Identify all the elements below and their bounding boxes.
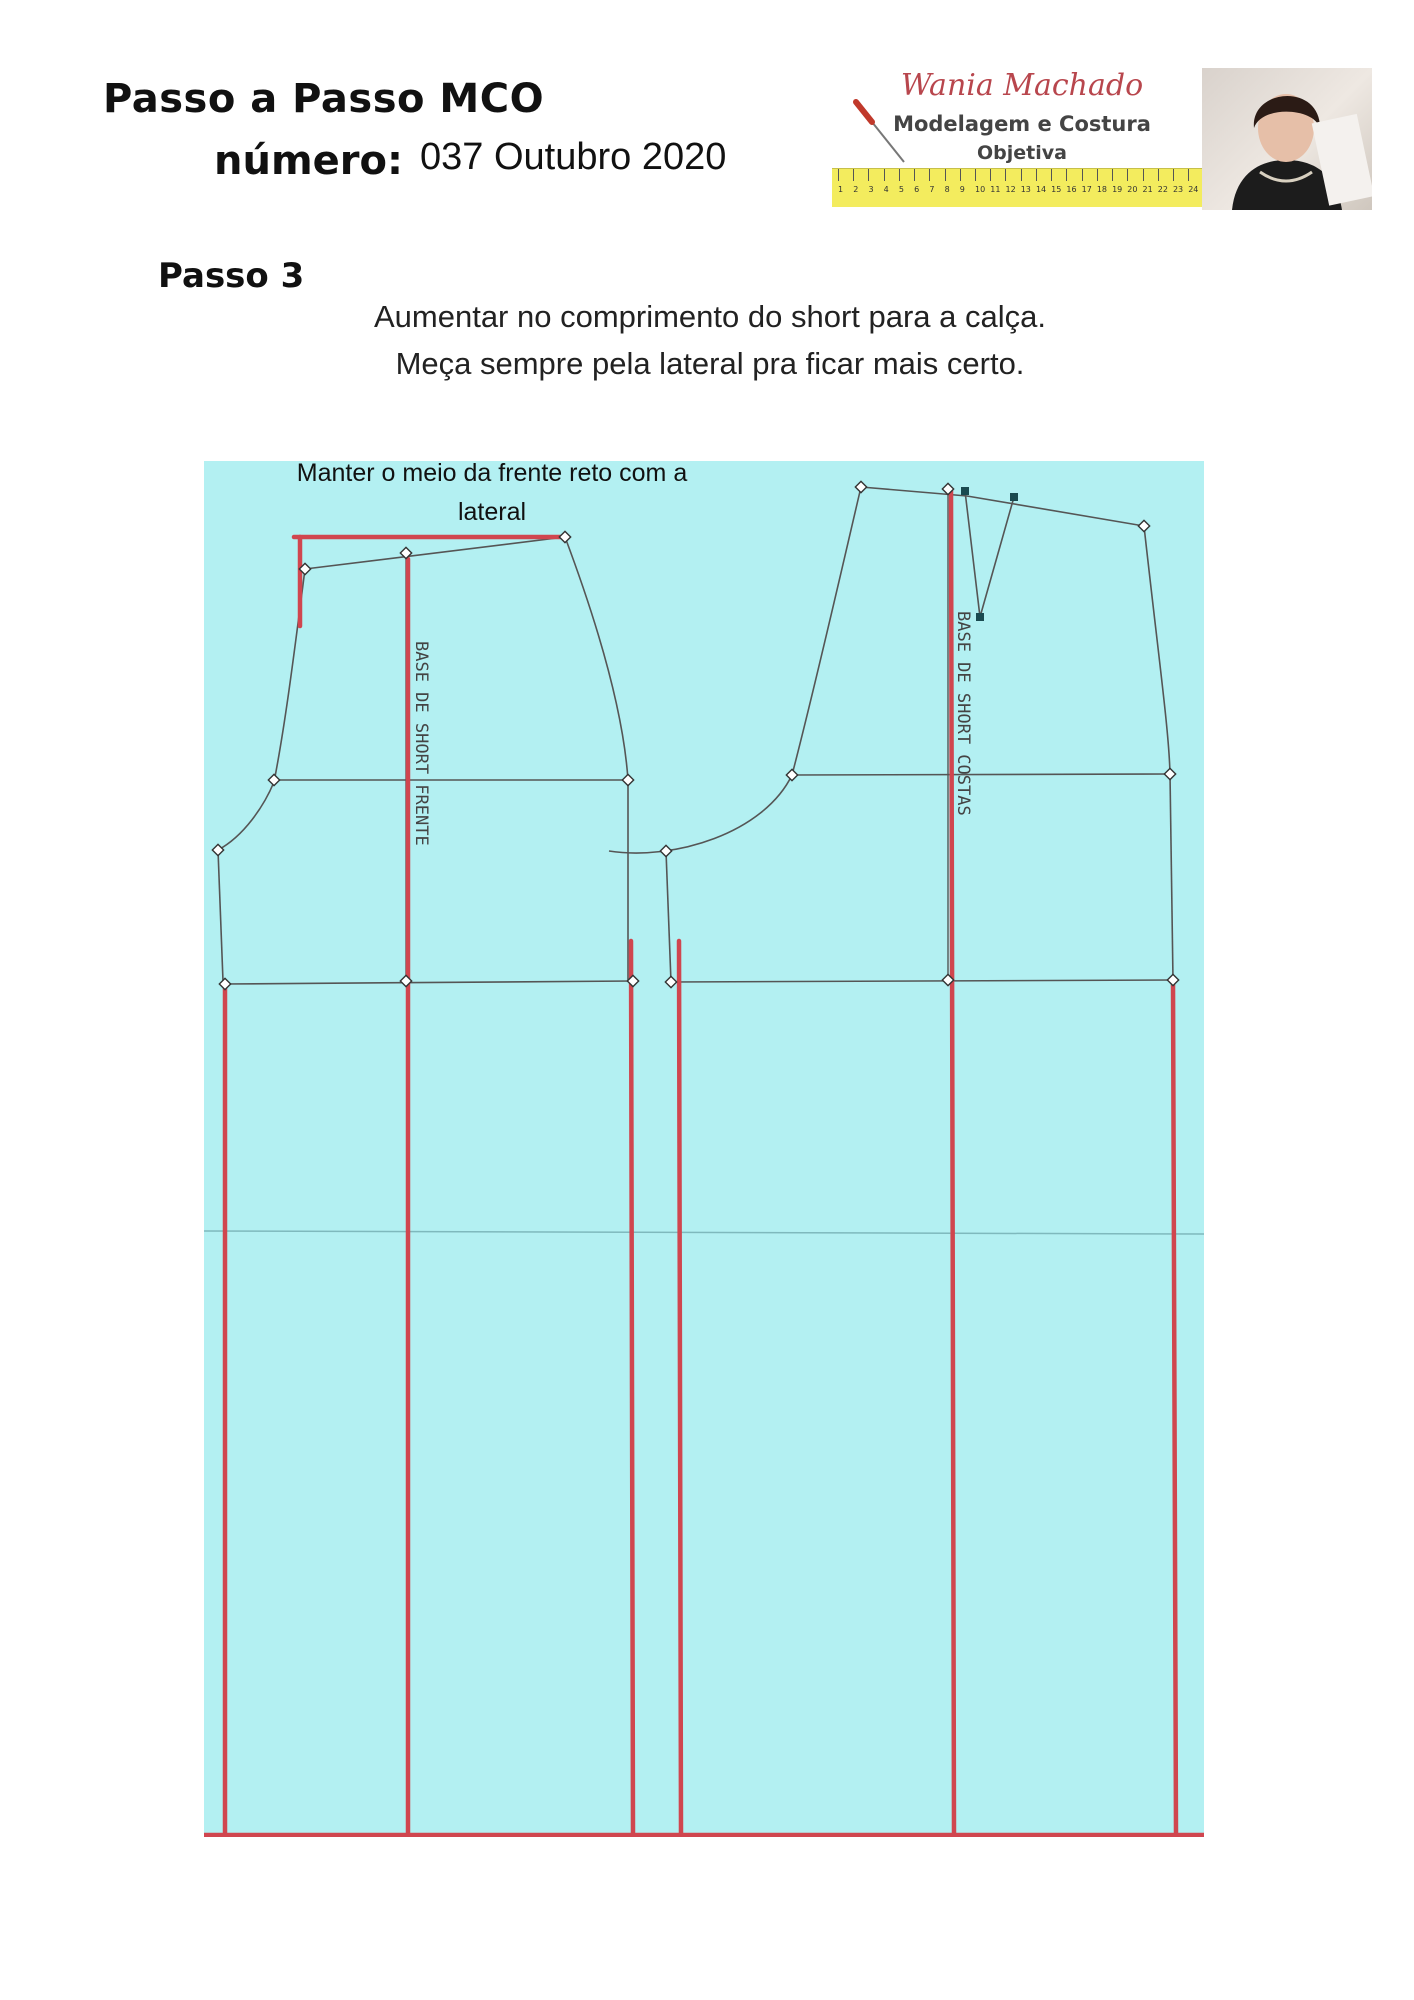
- ruler-tick: [1158, 169, 1159, 181]
- ruler-tick: [838, 169, 839, 181]
- pattern-paper: [204, 461, 1204, 1837]
- ruler-number: 1: [838, 185, 844, 194]
- ruler-tick: [884, 169, 885, 181]
- ruler-tick: [945, 169, 946, 181]
- ruler-number: 4: [883, 185, 889, 194]
- ruler-tick: [1173, 169, 1174, 181]
- ruler-tick: [1143, 169, 1144, 181]
- ruler-number: 20: [1127, 185, 1138, 194]
- ruler-tick: [868, 169, 869, 181]
- ruler-tick: [914, 169, 915, 181]
- ruler-tick: [975, 169, 976, 181]
- ruler-number: 19: [1112, 185, 1123, 194]
- ruler-tick: [1097, 169, 1098, 181]
- ruler-tick: [929, 169, 930, 181]
- pattern-annotation: Manter o meio da frente reto com a lateral: [296, 459, 688, 526]
- ruler-strip: [832, 168, 1204, 207]
- issue-number-label: número:: [214, 138, 403, 184]
- logo-line-1: Modelagem e Costura: [893, 112, 1151, 136]
- ruler-tick: [1082, 169, 1083, 181]
- back-inseam-red-line: [679, 941, 681, 1835]
- author-photo: [1202, 68, 1372, 210]
- instruction-line-1: Aumentar no comprimento do short para a calça.: [373, 299, 1046, 334]
- ruler-number: 16: [1066, 185, 1077, 194]
- ruler-number: 15: [1051, 185, 1062, 194]
- person-portrait-icon: [1202, 68, 1372, 210]
- back-base-label: BASE DE SHORT COSTAS: [953, 611, 973, 816]
- ruler-number: 22: [1157, 185, 1168, 194]
- pattern-diagram: [204, 461, 1204, 1837]
- ruler-number: 12: [1005, 185, 1016, 194]
- back-hip-line: [792, 774, 1170, 775]
- ruler-tick: [960, 169, 961, 181]
- ruler-number: 2: [853, 185, 859, 194]
- ruler-number: 10: [975, 185, 986, 194]
- logo-script-name: Wania Machado: [900, 68, 1144, 103]
- ruler-number: 7: [929, 185, 935, 194]
- ruler-number: 14: [1035, 185, 1047, 194]
- ruler-number: 21: [1142, 185, 1153, 194]
- ruler-tick: [1005, 169, 1006, 181]
- ruler-tick: [1051, 169, 1052, 181]
- ruler-number: 24: [1188, 185, 1199, 194]
- ruler-tick: [1112, 169, 1113, 181]
- ruler-number: 6: [914, 185, 920, 194]
- document-title: Passo a Passo MCO: [103, 76, 545, 122]
- ruler-number: 8: [944, 185, 950, 194]
- ruler-tick: [1188, 169, 1189, 181]
- step-title: Passo 3: [158, 256, 305, 296]
- ruler-number: 11: [990, 185, 1001, 194]
- ruler-number: 13: [1020, 185, 1031, 194]
- ruler-tick: [990, 169, 991, 181]
- issue-number-value: 037 Outubro 2020: [420, 136, 727, 178]
- ruler-number: 23: [1172, 185, 1184, 194]
- logo-line-2: Objetiva: [977, 142, 1067, 164]
- ruler-tick: [899, 169, 900, 181]
- ruler-number: 18: [1096, 185, 1108, 194]
- ruler-tick: [1066, 169, 1067, 181]
- ruler-number: 3: [868, 185, 874, 194]
- ruler-tick: [1127, 169, 1128, 181]
- ruler-tick: [1021, 169, 1022, 181]
- front-base-label: BASE DE SHORT FRENTE: [411, 641, 431, 846]
- ruler-number: 9: [959, 185, 965, 194]
- front-side-red-line: [631, 941, 633, 1835]
- brand-logo: [832, 68, 1204, 210]
- back-side-red-line: [1173, 981, 1176, 1835]
- ruler-number: 5: [898, 185, 904, 194]
- ruler-tick: [1036, 169, 1037, 181]
- ruler-tick: [853, 169, 854, 181]
- instruction-line-2: Meça sempre pela lateral pra ficar mais certo.: [395, 346, 1025, 381]
- ruler-number: 17: [1081, 185, 1092, 194]
